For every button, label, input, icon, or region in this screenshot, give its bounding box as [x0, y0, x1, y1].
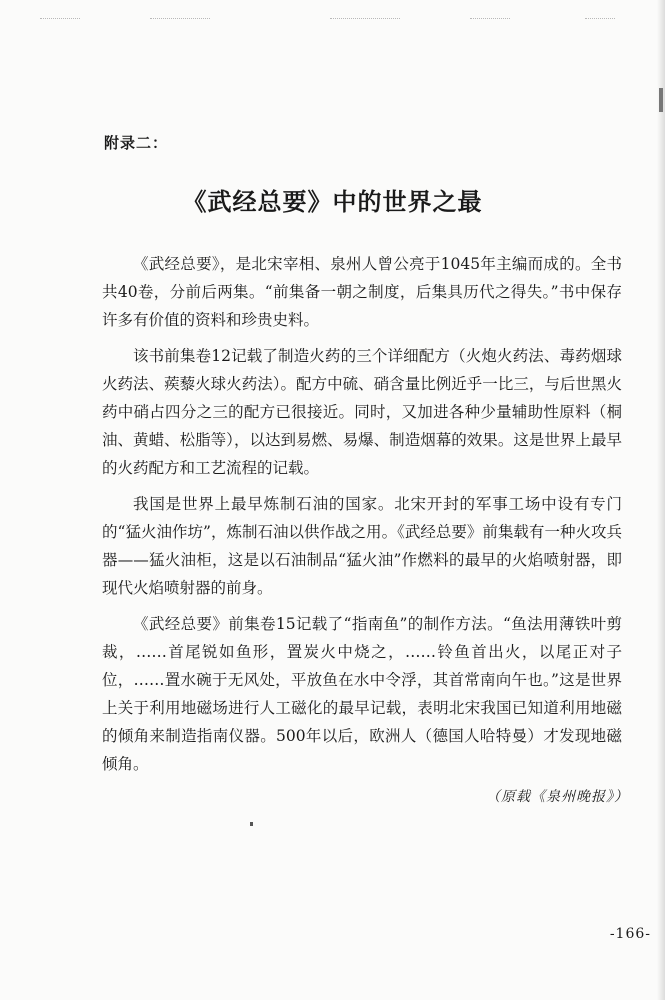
page-number: -166- [609, 926, 651, 942]
appendix-label: 附录二： [104, 134, 169, 152]
article-body [102, 250, 622, 786]
paragraph-2: 该书前集卷12记载了制造火药的三个详细配方（火炮火药法、毒药烟球火药法、蒺藜火球火药法）。配方中硫、硝含量比例近乎一比三，与后世黑火药中硝占四分之三的配方已很接近。同时，又加进各种少量辅助性原料（桐油、黄蜡、松脂等），以达到易燃、易爆、制造烟幕的效果。这是世界上最早的火药配方和工艺流程的记载。 [102, 347, 622, 477]
paragraph-1: 《武经总要》，是北宋宰相、泉州人曾公亮于1045年主编而成的。全书共40卷，分前后两集。“前集备一朝之制度，后集具历代之得失。”书中保存许多有价值的资料和珍贵史料。 [102, 255, 622, 329]
scan-mark [659, 88, 663, 112]
paragraph-3: 我国是世界上最早炼制石油的国家。北宋开封的军事工场中设有专门的“猛火油作坊”，炼制石油以供作战之用。《武经总要》前集载有一种火攻兵器——猛火油柜，这是以石油制品“猛火油”作燃料的最早的火焰喷射器，即现代火焰喷射器的前身。 [102, 495, 622, 597]
paragraph-4: 《武经总要》前集卷15记载了“指南鱼”的制作方法。“鱼法用薄铁叶剪裁，……首尾锐如鱼形，置炭火中烧之，……铃鱼首出火，以尾正对子位，……置水碗于无风处，平放鱼在水中令浮，其首常南向午也。”这是世界上关于利用地磁场进行人工磁化的最早记载，表明北宋我国已知道利用地磁的倾角来制造指南仪器。500年以后，欧洲人（德国人哈特曼）才发现地磁倾角。 [102, 615, 622, 773]
page-title: 《武经总要》中的世界之最 [182, 187, 483, 216]
scan-artifact-dots [0, 18, 665, 28]
scan-edge-shadow [657, 0, 665, 1000]
scan-stray-mark [250, 822, 253, 826]
source-citation: （原载《泉州晚报》） [486, 789, 629, 805]
